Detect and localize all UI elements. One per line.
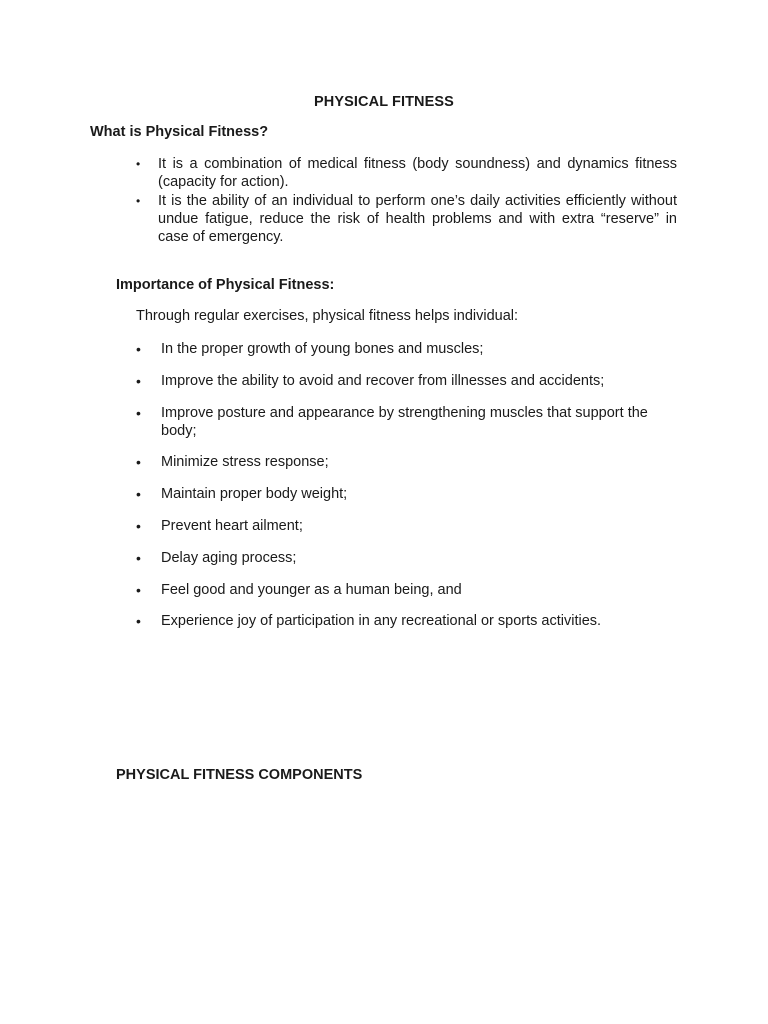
list-item	[136, 581, 676, 599]
page-title: PHYSICAL FITNESS	[314, 94, 454, 110]
definition-text: It is the ability of an individual to perform one’s daily activities efficiently without undue fatigue, reduce the risk of health problems and with extra “reserve” in case of emergency.	[158, 192, 677, 246]
list-item-text: Minimize stress response;	[161, 454, 329, 471]
bullet-icon: •	[136, 581, 141, 598]
bullet-icon: •	[136, 193, 141, 208]
list-item-text: Experience joy of participation in any recreational or sports activities.	[161, 613, 602, 630]
what-is-heading: What is Physical Fitness?	[90, 124, 269, 140]
list-item	[136, 517, 676, 535]
list-item	[136, 404, 676, 440]
list-item-text: Prevent heart ailment;	[161, 517, 303, 534]
bullet-icon: •	[136, 486, 141, 503]
list-item	[136, 372, 676, 390]
list-item-text: Improve posture and appearance by strengthening muscles that support the body;	[161, 404, 648, 439]
list-item-text: Improve the ability to avoid and recover from illnesses and accidents;	[161, 372, 605, 389]
definition-item	[136, 192, 677, 247]
components-heading: PHYSICAL FITNESS COMPONENTS	[116, 767, 363, 783]
bullet-icon: •	[136, 517, 141, 534]
list-item	[136, 453, 676, 471]
bullet-icon: •	[136, 404, 141, 421]
list-item	[136, 612, 676, 630]
list-item-text: Delay aging process;	[161, 549, 297, 566]
list-item	[136, 340, 676, 358]
list-item-text: In the proper growth of young bones and muscles;	[161, 341, 484, 357]
importance-heading: Importance of Physical Fitness:	[116, 277, 335, 293]
list-item	[136, 549, 676, 567]
definition-item	[136, 155, 677, 192]
bullet-icon: •	[136, 157, 141, 171]
bullet-icon: •	[136, 454, 141, 471]
list-item	[136, 485, 676, 503]
definition-list	[136, 155, 677, 246]
importance-list	[136, 340, 676, 644]
list-item-text: Feel good and younger as a human being, and	[161, 581, 462, 598]
bullet-icon: •	[136, 613, 141, 630]
importance-intro: Through regular exercises, physical fitness helps individual:	[136, 308, 519, 324]
bullet-icon: •	[136, 341, 141, 357]
bullet-icon: •	[136, 549, 141, 566]
bullet-icon: •	[136, 372, 141, 389]
definition-text: It is a combination of medical fitness (body soundness) and dynamics fitness (capacity for action).	[158, 156, 677, 191]
list-item-text: Maintain proper body weight;	[161, 486, 348, 503]
